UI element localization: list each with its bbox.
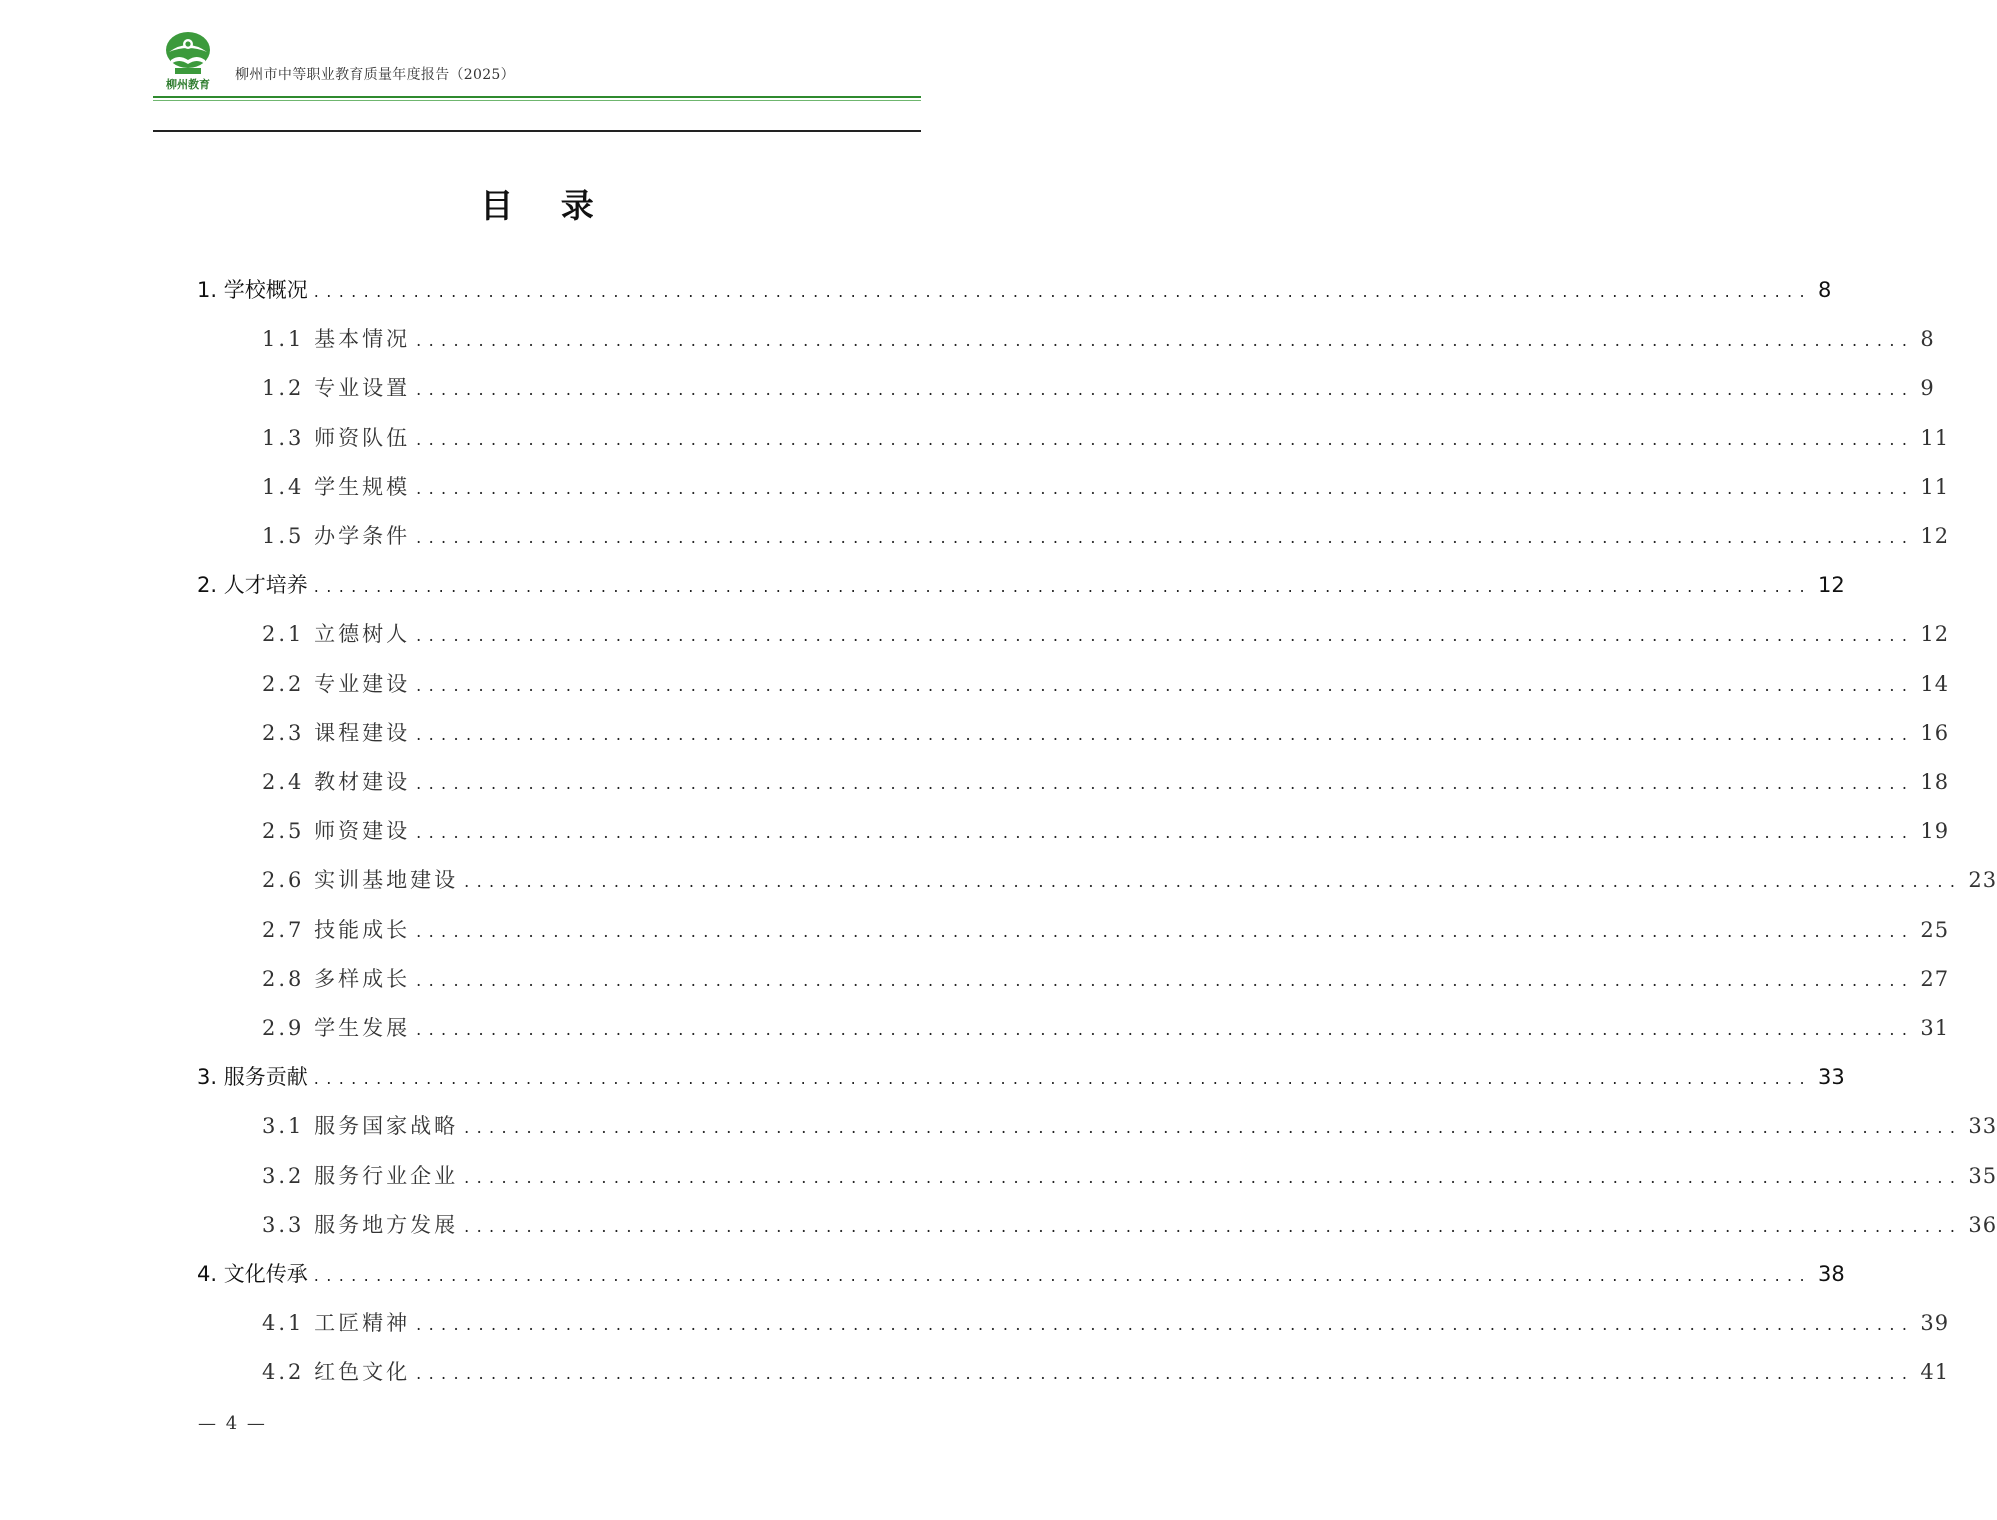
toc-entry-page: 33 [1968,1114,1997,1139]
toc-leader-dots: ........................................................................................................................ [416,1364,1915,1384]
toc-entry[interactable] [197,274,1832,304]
toc-entry-page: 8 [1920,327,1935,352]
header-green-rule-thin [153,100,921,101]
toc-entry-label: 4. 文化传承 [197,1262,308,1286]
toc-entry[interactable] [262,766,1950,796]
toc-entry-label: 1.3 师资队伍 [262,425,411,450]
toc-leader-dots: ........................................................................................................................ [313,282,1813,301]
toc-entry[interactable] [197,1061,1845,1091]
toc-entry[interactable] [262,815,1950,845]
toc-entry-label: 3.2 服务行业企业 [262,1163,459,1188]
toc-leader-dots: ........................................................................................................................ [416,1020,1915,1039]
toc-entry-page: 31 [1920,1016,1950,1040]
toc-leader-dots: ........................................................................................................................ [416,528,1915,547]
header-black-rule [153,130,921,132]
toc-entry-label: 2.1 立德树人 [262,622,411,647]
toc-entry-page: 11 [1920,425,1950,450]
toc-entry-page: 8 [1818,278,1832,302]
toc-entry-page: 25 [1920,917,1950,942]
toc-leader-dots: ........................................................................................................................ [416,774,1915,793]
toc-entry[interactable] [262,1307,1950,1337]
toc-entry[interactable] [262,372,1935,402]
toc-leader-dots: ........................................................................................................................ [416,626,1915,646]
toc-entry-label: 3.3 服务地方发展 [262,1212,459,1237]
toc-entry[interactable] [262,1356,1950,1386]
toc-entry-label: 2.3 课程建设 [262,720,411,745]
toc-leader-dots: ........................................................................................................................ [416,380,1915,400]
toc-entry-label: 1.2 专业设置 [262,376,411,401]
toc-entry-page: 36 [1968,1212,1997,1237]
toc-entry-label: 2.4 教材建设 [262,770,411,794]
toc-entry-label: 1.1 基本情况 [262,327,411,352]
toc-entry[interactable] [262,1209,1997,1239]
toc-entry[interactable] [262,471,1950,501]
toc-entry[interactable] [262,864,1997,894]
toc-entry-page: 23 [1968,868,1997,893]
toc-leader-dots: ........................................................................................................................ [313,1069,1813,1089]
toc-entry[interactable] [197,569,1845,599]
toc-entry-page: 19 [1920,819,1950,844]
toc-entry-page: 38 [1818,1262,1845,1286]
toc-entry-page: 12 [1818,573,1845,598]
toc-entry-label: 2. 人才培养 [197,573,308,598]
toc-entry[interactable] [262,1012,1950,1042]
toc-entry-label: 2.5 师资建设 [262,819,411,844]
toc-entry-page: 27 [1920,966,1950,991]
toc-entry-label: 2.7 技能成长 [262,917,411,942]
toc-leader-dots: ........................................................................................................................ [313,577,1813,597]
page-header [153,28,921,138]
toc-entry-page: 33 [1818,1065,1845,1090]
toc-leader-dots: ........................................................................................................................ [313,1266,1813,1285]
toc-entry-page: 18 [1920,770,1950,794]
toc-entry[interactable] [262,914,1950,944]
toc-leader-dots: ........................................................................................................................ [416,429,1915,449]
toc-leader-dots: ........................................................................................................................ [416,970,1915,990]
toc-leader-dots: ........................................................................................................................ [464,1118,1963,1138]
toc-entry[interactable] [262,618,1950,648]
header-green-rule [153,96,921,98]
toc-leader-dots: ........................................................................................................................ [416,921,1915,941]
toc-entry[interactable] [262,1160,1997,1190]
toc-entry[interactable] [262,323,1935,353]
toc-entry-label: 1. 学校概况 [197,278,308,302]
toc-entry[interactable] [262,520,1950,550]
toc-leader-dots: ........................................................................................................................ [416,675,1915,695]
toc-entry-label: 2.2 专业建设 [262,671,411,696]
toc-entry-page: 12 [1920,622,1950,647]
toc-entry-label: 1.4 学生规模 [262,474,411,499]
toc-entry-page: 16 [1920,720,1950,745]
toc-entry-label: 4.1 工匠精神 [262,1311,411,1336]
toc-leader-dots: ........................................................................................................................ [464,872,1963,892]
toc-leader-dots: ........................................................................................................................ [464,1167,1963,1187]
toc-leader-dots: ........................................................................................................................ [416,823,1915,843]
toc-entry[interactable] [262,422,1950,452]
toc-leader-dots: ........................................................................................................................ [416,724,1915,744]
toc-entry-page: 11 [1920,474,1950,499]
toc-entry[interactable] [262,717,1950,747]
toc-entry-label: 3. 服务贡献 [197,1065,308,1090]
logo-text: 柳州教育 [166,78,210,91]
toc-leader-dots: ........................................................................................................................ [416,1315,1915,1335]
toc-entry-label: 2.9 学生发展 [262,1016,411,1040]
toc-entry-label: 4.2 红色文化 [262,1360,411,1385]
toc-entry-label: 1.5 办学条件 [262,524,411,548]
toc-entry[interactable] [262,963,1950,993]
toc-entry-label: 2.8 多样成长 [262,966,411,991]
toc-entry-label: 2.6 实训基地建设 [262,868,459,893]
toc-leader-dots: ........................................................................................................................ [416,331,1915,351]
toc-entry[interactable] [197,1258,1845,1288]
toc-entry-page: 41 [1920,1360,1950,1385]
toc-heading: 目 录 [480,186,612,225]
toc-entry-page: 14 [1920,671,1950,696]
toc-leader-dots: ........................................................................................................................ [416,478,1915,498]
toc-entry[interactable] [262,668,1950,698]
toc-entry-page: 35 [1968,1163,1997,1188]
toc-entry[interactable] [262,1110,1997,1140]
liuzhou-education-logo [159,30,217,96]
toc-entry-label: 3.1 服务国家战略 [262,1114,459,1139]
toc-leader-dots: ........................................................................................................................ [464,1216,1963,1236]
toc-entry-page: 12 [1920,524,1950,548]
report-title: 柳州市中等职业教育质量年度报告（2025） [235,67,515,83]
toc-entry-page: 9 [1920,376,1935,401]
toc-entry-page: 39 [1920,1311,1950,1336]
page-number: — 4 — [198,1413,267,1434]
